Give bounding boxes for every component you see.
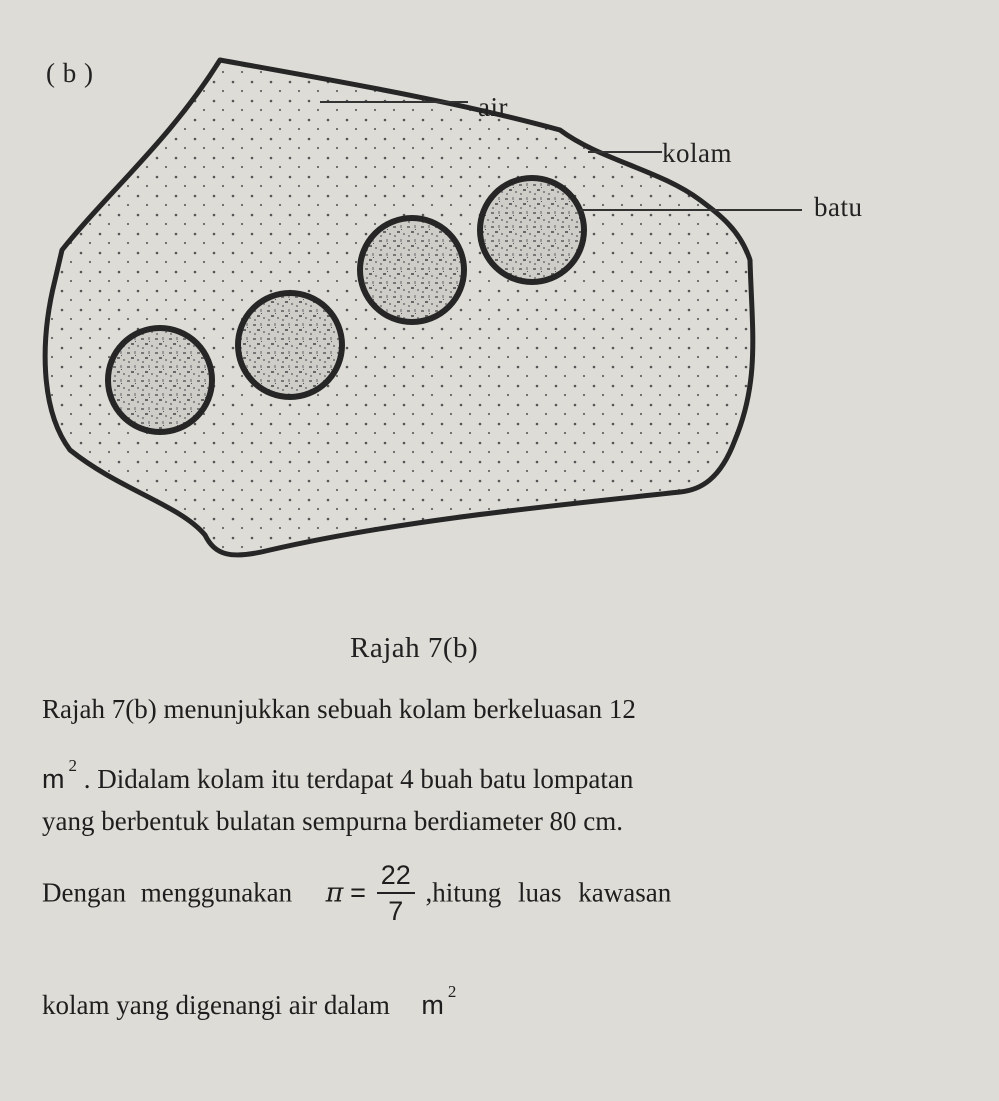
stepping-stone-4 — [480, 178, 584, 282]
area-unit: m — [42, 764, 65, 794]
equals-sign: = — [350, 877, 366, 908]
stepping-stone-1 — [108, 328, 212, 432]
pi-symbol: π — [325, 877, 344, 909]
kolam-label: kolam — [662, 138, 732, 168]
answer-unit: m — [421, 990, 444, 1020]
part-label: ( b ) — [46, 58, 94, 88]
stepping-stone-3 — [360, 218, 464, 322]
question-line-4-end: ,hitung luas kawasan — [425, 877, 672, 908]
question-line-3: yang berbentuk bulatan sempurna berdiameter 80 cm. — [42, 806, 624, 836]
question-line-5 — [42, 982, 457, 1021]
pi-denominator: 7 — [388, 896, 404, 926]
stepping-stone-2 — [238, 293, 342, 397]
answer-unit-exponent: 2 — [447, 982, 457, 1001]
air-label: air — [478, 92, 508, 122]
question-line-5-text: kolam yang digenangi air dalam — [42, 990, 390, 1020]
figure-caption: Rajah 7(b) — [350, 632, 479, 664]
batu-label: batu — [814, 192, 863, 222]
question-line-4 — [42, 858, 671, 928]
pi-fraction — [377, 858, 415, 928]
question-line-1: Rajah 7(b) menunjukkan sebuah kolam berkeluasan 12 — [42, 694, 636, 724]
area-unit-exponent: 2 — [68, 756, 77, 775]
question-line-4-start: Dengan menggunakan — [42, 877, 293, 908]
question-line-2 — [42, 756, 634, 795]
question-line-2-text: . Didalam kolam itu terdapat 4 buah batu lompatan — [83, 764, 634, 794]
pi-numerator: 22 — [377, 858, 415, 894]
